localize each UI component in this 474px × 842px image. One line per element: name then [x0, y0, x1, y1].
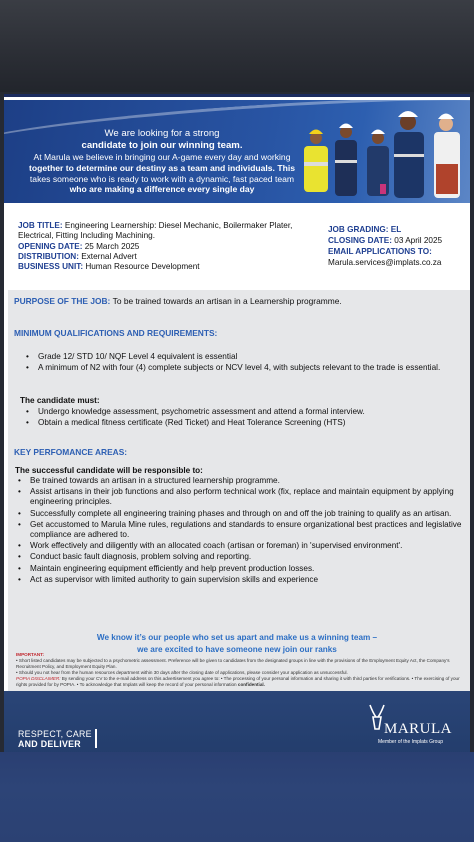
list-item: • Successfully complete all engineering training phases and through on and off the job training to qualify as an artisan. — [14, 509, 466, 519]
blurred-background-bottom — [0, 752, 474, 842]
list-item: • Obtain a medical fitness certificate (Red Ticket) and Heat Tolerance Screening (HTS) — [22, 418, 462, 428]
brand-member-text: Member of the Implats Group — [378, 739, 444, 745]
banner-line-6: who are making a difference every single day — [69, 184, 255, 195]
important-label: IMPORTANT: — [16, 652, 44, 657]
list-item: • Undergo knowledge assessment, psychometric assessment and attend a formal interview. — [22, 407, 462, 417]
slogan-divider — [95, 729, 97, 748]
worker-1 — [304, 130, 328, 193]
worker-4 — [394, 111, 424, 198]
job-details-right — [328, 224, 468, 268]
list-item: • A minimum of N2 with four (4) complete subjects or NCV level 4, with subjects relevant to the trade is essential. — [22, 363, 452, 373]
popia-disclaimer: POPIA DISCLAIMER: By sending your CV to the e-mail address on this advertisement you agree to: • The processing of your personal information and sharing it with third parties for verifications. • The exercising of your rights provided for by POPIA. • To acknowledge that Implats will keep the record of your personal information confidential. — [16, 676, 460, 687]
banner-text — [12, 128, 312, 195]
kpa-intro: The successful candidate will be responsible to: — [15, 466, 203, 475]
opening-date-label: OPENING DATE: — [18, 241, 83, 251]
email-label: EMAIL APPLICATIONS TO: — [328, 247, 432, 256]
workers-photo — [296, 104, 466, 203]
footer-slogan — [18, 729, 92, 749]
purpose-label: PURPOSE OF THE JOB: — [14, 296, 111, 306]
worker-5 — [434, 114, 460, 199]
slogan-line-1: RESPECT, CARE — [18, 729, 92, 739]
job-grading-row — [328, 224, 468, 235]
banner-line-3: At Marula we believe in bringing our A-game every day and working — [33, 152, 291, 162]
important-note-1: • Short listed candidates may be subjected to a psychometric assessment. Preference will be given to candidates from the designated groups in line with the provisions of the Employment Equity Act, the Company’s Recruitment Policy, and Employment Equity Plan. — [16, 658, 450, 669]
job-title-row — [18, 221, 318, 242]
job-grading-label: JOB GRADING: — [328, 225, 389, 234]
list-item: • Work effectively and diligently with an allocated coach (artisan or foreman) in 'supervised environment'. — [14, 541, 466, 551]
banner-line-4: together to determine our destiny as a team and individuals. This — [29, 162, 295, 173]
job-title-label: JOB TITLE: — [18, 221, 63, 230]
list-item: • Maintain engineering equipment efficiently and help prevent production losses. — [14, 564, 466, 574]
opening-date-value: 25 March 2025 — [84, 241, 140, 251]
header-banner — [4, 100, 470, 203]
list-item: • Conduct basic fault diagnosis, problem solving and reporting. — [14, 552, 466, 562]
distribution-value: External Advert — [81, 251, 137, 261]
candidate-must-heading: The candidate must: — [20, 396, 100, 405]
brand-name: MARULA — [384, 721, 453, 737]
business-unit-value: Human Resource Development — [85, 262, 200, 272]
closing-date-row — [328, 235, 468, 246]
job-title-value: Engineering Learnership: Diesel Mechanic, Boilermaker Plater, Electrical, Fitting Including Machining. — [18, 221, 293, 241]
marula-logo — [366, 703, 466, 747]
blurred-background-top — [0, 0, 474, 92]
business-unit-label: BUSINESS UNIT: — [18, 262, 84, 272]
job-advert-document — [4, 94, 470, 752]
closing-line-2: we are excited to have someone new join our ranks — [137, 645, 337, 654]
candidate-must-list — [22, 407, 462, 429]
min-quals-list — [22, 352, 452, 374]
list-item: • Be trained towards an artisan in a structured learnership programme. — [14, 476, 466, 486]
list-item: • Get accustomed to Marula Mine rules, regulations and standards to ensure organizational best practices and legislative compliance are adhered to. — [14, 520, 466, 540]
banner-line-2: candidate to join our winning team. — [81, 140, 243, 151]
distribution-label: DISTRIBUTION: — [18, 251, 79, 261]
closing-date-value: 03 April 2025 — [394, 236, 443, 245]
job-grading-value: EL — [390, 225, 402, 234]
worker-3 — [367, 130, 389, 197]
purpose-value: To be trained towards an artisan in a Learnership programme. — [112, 296, 342, 306]
list-item: • Assist artisans in their job functions and also perform technical work (fix, replace and maintain equipment by applying engineering principles. — [14, 487, 466, 507]
job-details — [18, 221, 318, 272]
banner-line-1: We are looking for a strong — [104, 128, 220, 139]
closing-date-label: CLOSING DATE: — [328, 236, 392, 245]
fine-print — [16, 652, 462, 688]
banner-line-5: takes someone who is ready to work with a dynamic, fast paced team — [29, 173, 295, 184]
important-note-2: • Should you not hear from the human resources department within 30 days after the closing date of applications, please consider your application as unsuccessful. — [16, 670, 348, 675]
list-item: • Act as supervisor with limited authority to gain supervision skills and experience — [14, 575, 466, 585]
min-quals-heading: MINIMUM QUALIFICATIONS AND REQUIREMENTS: — [14, 328, 218, 338]
kpa-list — [14, 476, 466, 586]
email-link[interactable]: Marula.services@implats.co.za — [328, 258, 442, 267]
list-item: • Grade 12/ STD 10/ NQF Level 4 equivalent is essential — [22, 352, 452, 362]
purpose-row — [14, 296, 342, 306]
footer-band — [4, 691, 470, 755]
distribution-row — [18, 252, 318, 262]
popia-label: POPIA DISCLAIMER: — [16, 676, 61, 681]
business-unit-row — [18, 262, 318, 272]
opening-date-row — [18, 242, 318, 252]
slogan-line-2: AND DELIVER — [18, 739, 81, 749]
closing-line-1: We know it’s our people who set us apart and make us a winning team – — [96, 633, 378, 642]
kpa-heading: KEY PERFOMANCE AREAS: — [14, 447, 128, 457]
worker-2 — [335, 124, 357, 197]
